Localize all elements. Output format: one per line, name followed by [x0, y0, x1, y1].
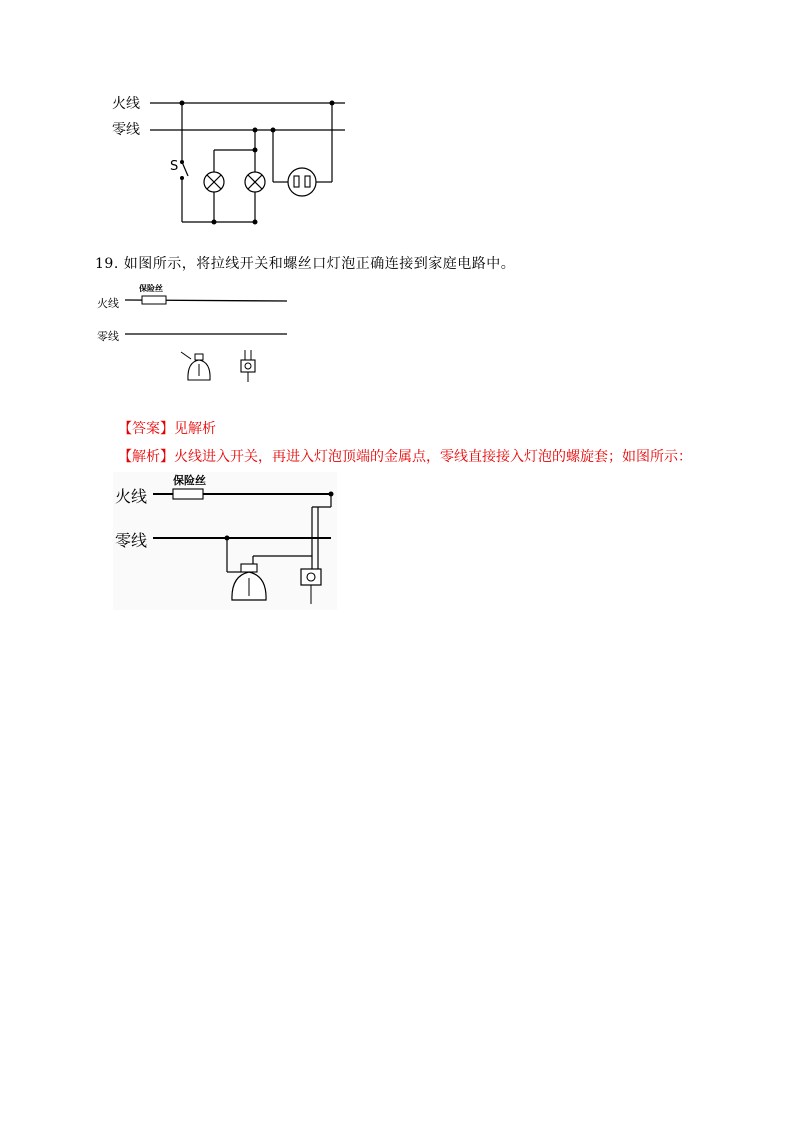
answer-line	[118, 418, 216, 438]
question-19	[95, 253, 515, 273]
question-number: 19.	[95, 256, 119, 272]
fuse	[142, 296, 166, 304]
analysis-line	[118, 446, 692, 466]
lamp-1	[204, 172, 224, 192]
answer-tag: 【答案】	[118, 421, 174, 437]
fuse-label: 保险丝	[173, 474, 206, 487]
pull-switch	[241, 350, 255, 382]
neutral-wire-label: 零线	[97, 330, 119, 343]
analysis-text: 火线进入开关，再进入灯泡顶端的金属点，零线直接接入灯泡的螺旋套；如图所示：	[174, 449, 692, 465]
lamp-2	[245, 172, 265, 192]
circuit-diagram-solution	[113, 472, 337, 610]
live-wire-label: 火线	[112, 96, 140, 112]
neutral-wire-label: 零线	[112, 122, 140, 138]
live-wire-label: 火线	[115, 487, 148, 506]
socket	[288, 168, 316, 196]
neutral-wire-label: 零线	[115, 531, 148, 550]
fuse-label: 保险丝	[139, 284, 163, 293]
analysis-tag: 【解析】	[118, 449, 174, 465]
screw-bulb	[181, 352, 210, 380]
live-wire-label: 火线	[97, 297, 119, 310]
circuit-diagram-1	[110, 90, 360, 230]
answer-text: 见解析	[174, 421, 216, 437]
circuit-diagram-2	[95, 282, 295, 387]
question-text: 如图所示，将拉线开关和螺丝口灯泡正确连接到家庭电路中。	[123, 256, 516, 272]
fuse	[173, 489, 203, 499]
switch-label: S	[170, 159, 179, 174]
